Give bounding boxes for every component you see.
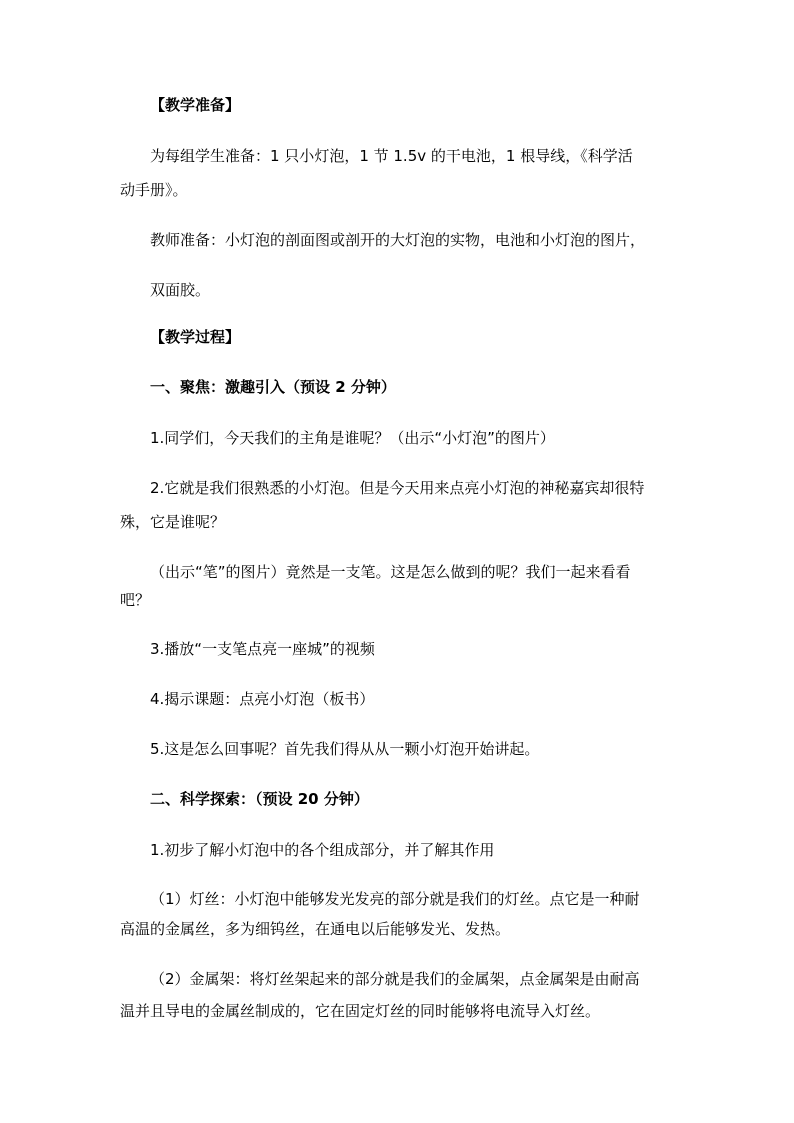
focus-item-1: 1.同学们，今天我们的主角是谁呢？（出示“小灯泡”的图片） <box>150 429 555 447</box>
filament-paragraph-line-1: （1）灯丝：小灯泡中能够发光发亮的部分就是我们的灯丝。点它是一种耐 <box>150 890 640 908</box>
focus-item-2-line-1: 2.它就是我们很熟悉的小灯泡。但是今天用来点亮小灯泡的神秘嘉宾却很特 <box>150 479 645 497</box>
focus-item-2-line-3: （出示“笔”的图片）竟然是一支笔。这是怎么做到的呢？我们一起来看看 <box>150 563 631 581</box>
focus-item-4: 4.揭示课题：点亮小灯泡（板书） <box>150 690 375 708</box>
metal-frame-paragraph-line-2: 温并且导电的金属丝制成的，它在固定灯丝的同时能够将电流导入灯丝。 <box>120 1002 601 1020</box>
teacher-preparation-line-2: 双面胶。 <box>150 281 211 299</box>
student-preparation-line-2: 动手册》。 <box>120 181 188 199</box>
exploration-item-1: 1.初步了解小灯泡中的各个组成部分，并了解其作用 <box>150 841 495 859</box>
focus-item-3: 3.播放“一支笔点亮一座城”的视频 <box>150 640 375 658</box>
metal-frame-paragraph-line-1: （2）金属架：将灯丝架起来的部分就是我们的金属架，点金属架是由耐高 <box>150 970 640 988</box>
teacher-preparation-line-1: 教师准备：小灯泡的剖面图或剖开的大灯泡的实物，电池和小灯泡的图片， <box>150 231 646 249</box>
focus-item-2-line-2: 殊，它是谁呢？ <box>120 513 226 531</box>
teaching-preparation-heading: 【教学准备】 <box>150 96 241 114</box>
focus-item-5: 5.这是怎么回事呢？首先我们得从从一颗小灯泡开始讲起。 <box>150 740 540 758</box>
teaching-process-heading: 【教学过程】 <box>150 328 241 346</box>
section-exploration-heading: 二、科学探索：（预设 20 分钟） <box>150 790 369 808</box>
focus-item-2-line-4: 吧？ <box>120 591 151 609</box>
filament-paragraph-line-2: 高温的金属丝，多为细钨丝，在通电以后能够发光、发热。 <box>120 920 511 938</box>
student-preparation-line-1: 为每组学生准备：1 只小灯泡，1 节 1.5v 的干电池，1 根导线，《科学活 <box>150 147 633 165</box>
section-focus-heading: 一、聚焦：激趣引入（预设 2 分钟） <box>150 378 396 396</box>
